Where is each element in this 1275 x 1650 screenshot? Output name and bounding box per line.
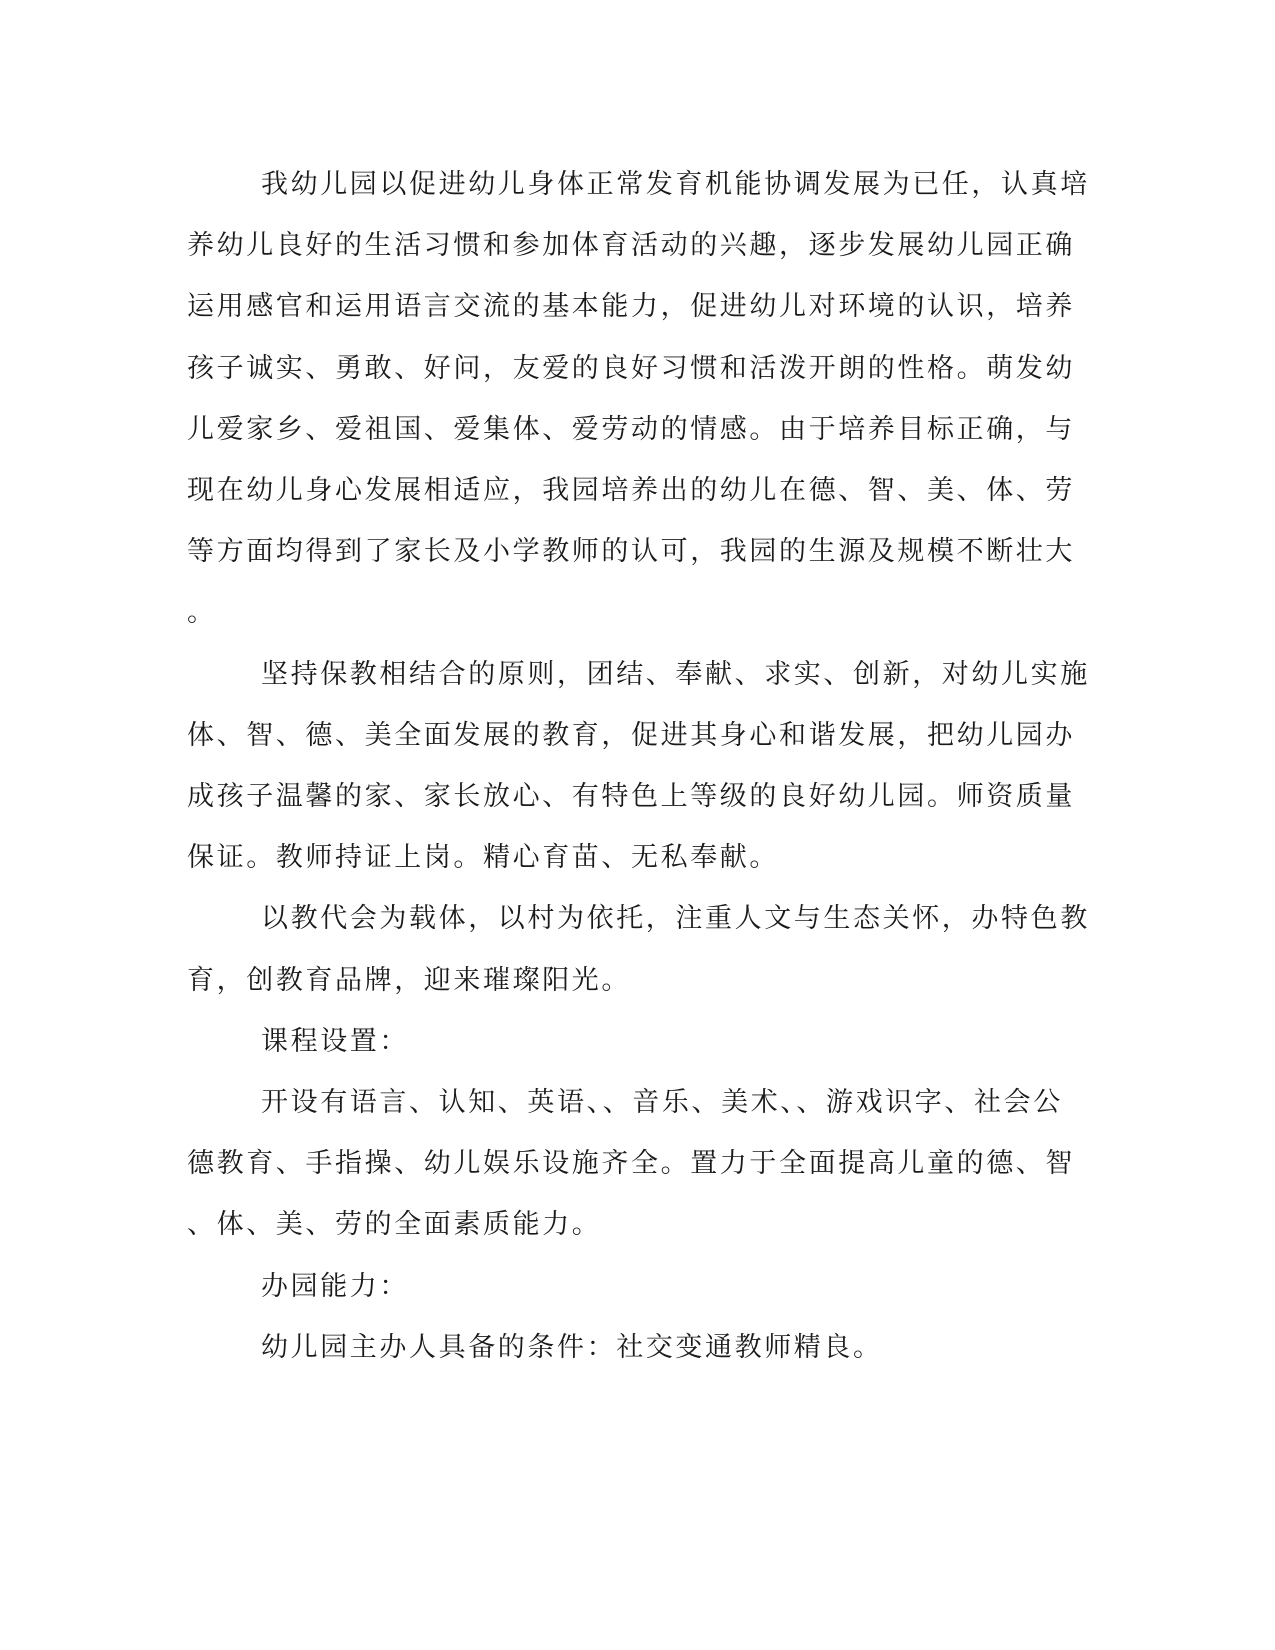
text-line: 养幼儿良好的生活习惯和参加体育活动的兴趣，逐步发展幼儿园正确 bbox=[187, 230, 1075, 262]
text-line: 以教代会为载体，以村为依托，注重人文与生态关怀，办特色教 bbox=[261, 903, 1090, 935]
text-line: 办园能力： bbox=[261, 1270, 409, 1302]
text-line: 育，创教育品牌，迎来璀璨阳光。 bbox=[187, 964, 631, 996]
text-line: 幼儿园主办人具备的条件：社交变通教师精良。 bbox=[261, 1331, 883, 1363]
text-line: 儿爱家乡、爱祖国、爱集体、爱劳动的情感。由于培养目标正确，与 bbox=[187, 413, 1075, 445]
text-line: 现在幼儿身心发展相适应，我园培养出的幼儿在德、智、美、体、劳 bbox=[187, 475, 1075, 507]
text-line: 保证。教师持证上岗。精心育苗、无私奉献。 bbox=[187, 842, 779, 874]
paragraph-principles bbox=[187, 644, 1090, 889]
paragraph-vision bbox=[187, 888, 1090, 1010]
paragraph-intro bbox=[187, 154, 1090, 644]
text-line: 成孩子温馨的家、家长放心、有特色上等级的良好幼儿园。师资质量 bbox=[187, 781, 1075, 813]
paragraph-capability bbox=[187, 1317, 1070, 1378]
text-line: 等方面均得到了家长及小学教师的认可，我园的生源及规模不断壮大 bbox=[187, 536, 1075, 568]
text-line: 开设有语言、认知、英语、、音乐、美术、、游戏识字、社会公 bbox=[261, 1087, 1063, 1119]
text-line: 德教育、手指操、幼儿娱乐设施齐全。置力于全面提高儿童的德、智 bbox=[187, 1148, 1075, 1180]
document-body bbox=[187, 154, 1090, 1378]
text-line: 孩子诚实、勇敢、好问，友爱的良好习惯和活泼开朗的性格。萌发幼 bbox=[187, 352, 1075, 384]
text-line: 课程设置： bbox=[261, 1025, 409, 1057]
text-line: 。 bbox=[187, 597, 217, 629]
heading-capability bbox=[187, 1256, 1070, 1317]
text-line: 我幼儿园以促进幼儿身体正常发育机能协调发展为已任，认真培 bbox=[261, 169, 1090, 200]
text-line: 体、智、德、美全面发展的教育，促进其身心和谐发展，把幼儿园办 bbox=[187, 719, 1075, 751]
text-line: 坚持保教相结合的原则，团结、奉献、求实、创新，对幼儿实施 bbox=[261, 658, 1090, 690]
paragraph-curriculum bbox=[187, 1072, 1075, 1256]
heading-curriculum bbox=[187, 1011, 1070, 1072]
text-line: 运用感官和运用语言交流的基本能力，促进幼儿对环境的认识，培养 bbox=[187, 291, 1075, 323]
text-line: 、体、美、劳的全面素质能力。 bbox=[187, 1209, 602, 1241]
